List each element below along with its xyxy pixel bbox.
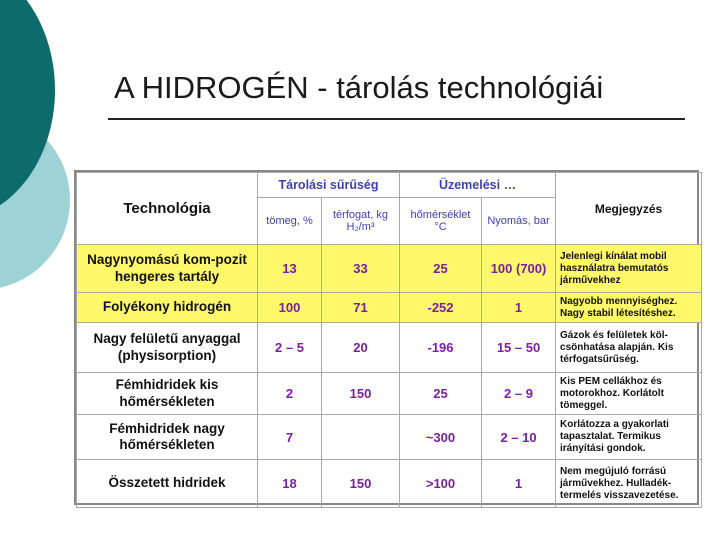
cell-technology: Fémhidridek kis hőmérsékleten: [77, 373, 258, 415]
cell-note: Nem megújuló forrású járművekhez. Hulladék-termelés visszavezetése.: [556, 460, 702, 508]
header-mass: tömeg, %: [258, 198, 322, 245]
header-temperature: hőmérséklet °C: [400, 198, 482, 245]
table-row: [77, 245, 702, 293]
cell-temperature: 25: [400, 373, 482, 415]
cell-temperature: >100: [400, 460, 482, 508]
cell-pressure: 2 – 9: [482, 373, 556, 415]
header-note: Megjegyzés: [556, 173, 702, 245]
storage-technology-table: [74, 170, 699, 505]
cell-note: Jelenlegi kínálat mobil használatra bemutatós járművekhez: [556, 245, 702, 293]
table-row: [77, 460, 702, 508]
cell-pressure: 15 – 50: [482, 323, 556, 373]
cell-technology: Összetett hidridek: [77, 460, 258, 508]
cell-pressure: 100 (700): [482, 245, 556, 293]
cell-note: Nagyobb mennyiséghez. Nagy stabil létesítéshez.: [556, 293, 702, 323]
cell-volume: [322, 415, 400, 460]
cell-mass: 18: [258, 460, 322, 508]
cell-temperature: 25: [400, 245, 482, 293]
header-storage-density: Tárolási sűrűség: [258, 173, 400, 198]
cell-temperature: ~300: [400, 415, 482, 460]
table-row: [77, 323, 702, 373]
slide-title: A HIDROGÉN - tárolás technológiái: [114, 70, 604, 105]
cell-volume: 150: [322, 373, 400, 415]
cell-temperature: -196: [400, 323, 482, 373]
header-operating: Üzemelési …: [400, 173, 556, 198]
cell-pressure: 1: [482, 293, 556, 323]
cell-mass: 7: [258, 415, 322, 460]
cell-note: Gázok és felületek köl-csönhatása alapján. Kis térfogatsűrűség.: [556, 323, 702, 373]
cell-pressure: 1: [482, 460, 556, 508]
cell-mass: 100: [258, 293, 322, 323]
cell-volume: 71: [322, 293, 400, 323]
cell-volume: 33: [322, 245, 400, 293]
table-row: [77, 415, 702, 460]
cell-note: Korlátozza a gyakorlati tapasztalat. Termikus irányítási gondok.: [556, 415, 702, 460]
cell-technology: Nagynyomású kom-pozit hengeres tartály: [77, 245, 258, 293]
header-pressure: Nyomás, bar: [482, 198, 556, 245]
cell-note: Kis PEM cellákhoz és motorokhoz. Korlátolt tömeggel.: [556, 373, 702, 415]
cell-volume: 20: [322, 323, 400, 373]
cell-temperature: -252: [400, 293, 482, 323]
table-row: [77, 373, 702, 415]
table-row: [77, 293, 702, 323]
title-underline: [108, 118, 685, 120]
cell-technology: Nagy felületű anyaggal (physisorption): [77, 323, 258, 373]
cell-pressure: 2 – 10: [482, 415, 556, 460]
cell-technology: Fémhidridek nagy hőmérsékleten: [77, 415, 258, 460]
cell-mass: 2 – 5: [258, 323, 322, 373]
cell-technology: Folyékony hidrogén: [77, 293, 258, 323]
header-volume: térfogat, kg H₂/m³: [322, 198, 400, 245]
cell-mass: 2: [258, 373, 322, 415]
cell-mass: 13: [258, 245, 322, 293]
cell-volume: 150: [322, 460, 400, 508]
header-technology: Technológia: [77, 173, 258, 245]
